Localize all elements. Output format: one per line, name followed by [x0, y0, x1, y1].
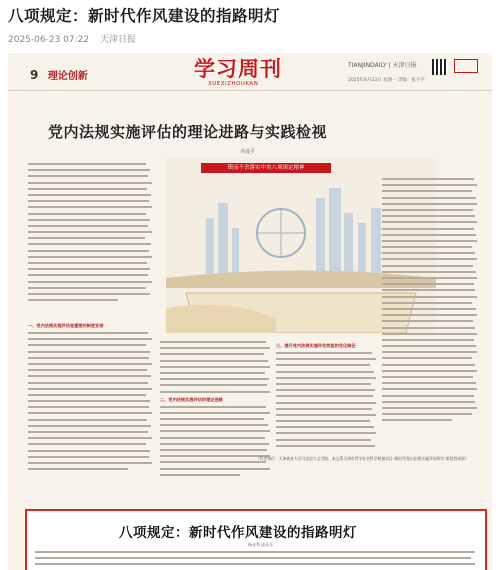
subhead-1: 一、党内法规实施评估是重要的制度安排 — [28, 323, 104, 328]
third-body-column — [276, 341, 376, 451]
highlighted-article-author: 杨永利 高乐乐 — [248, 542, 274, 547]
qr-code-icon — [432, 59, 448, 75]
main-headline: 党内法规实施评估的理论进路与实践检视 — [48, 123, 328, 141]
article-date: 2025-06-23 07:22 — [8, 35, 90, 45]
subhead-2: 二、党内法规实施评估的理论进路 — [160, 396, 223, 402]
intro-text-column — [28, 163, 153, 305]
left-body-column — [28, 321, 153, 474]
issue-line: 2025年6月23日 星期一 责编：张宇平 — [348, 78, 425, 83]
newspaper-page-image — [8, 53, 492, 570]
middle-body-column — [160, 341, 270, 480]
article-header — [8, 6, 493, 45]
highlighted-article-text — [35, 551, 475, 570]
headline-author: 齐晨平 — [240, 149, 256, 155]
highlighted-article-box[interactable] — [25, 509, 487, 570]
masthead: 学习周刊 — [194, 56, 282, 81]
article-meta — [8, 32, 493, 45]
page-header-strip — [8, 53, 492, 91]
brand-badge-icon — [454, 59, 478, 73]
right-body-column — [382, 178, 477, 426]
footnote: （作者单位：天津商业大学马克思主义学院，本文系天津市哲学社会科学规划项目“新时代党内法规实施评估研究”阶段性成果） — [256, 456, 469, 461]
page-number: 9 — [30, 68, 39, 82]
subhead-3: 三、提升党内法规实施评估效能的优化路径 — [276, 343, 356, 348]
article-source[interactable]: 天津日报 — [99, 35, 136, 45]
publication-name: TIANJINDAILY | 天津日报 — [348, 62, 417, 69]
masthead-pinyin: XUEXIZHOUKAN — [208, 81, 259, 87]
highlighted-article-title: 八项规定：新时代作风建设的指路明灯 — [119, 525, 357, 541]
article-title: 八项规定：新时代作风建设的指路明灯 — [8, 7, 281, 25]
section-name: 理论创新 — [47, 71, 88, 82]
topic-banner: 锲而不舍落实中央八项规定精神 — [201, 163, 331, 173]
page-label — [30, 67, 88, 82]
